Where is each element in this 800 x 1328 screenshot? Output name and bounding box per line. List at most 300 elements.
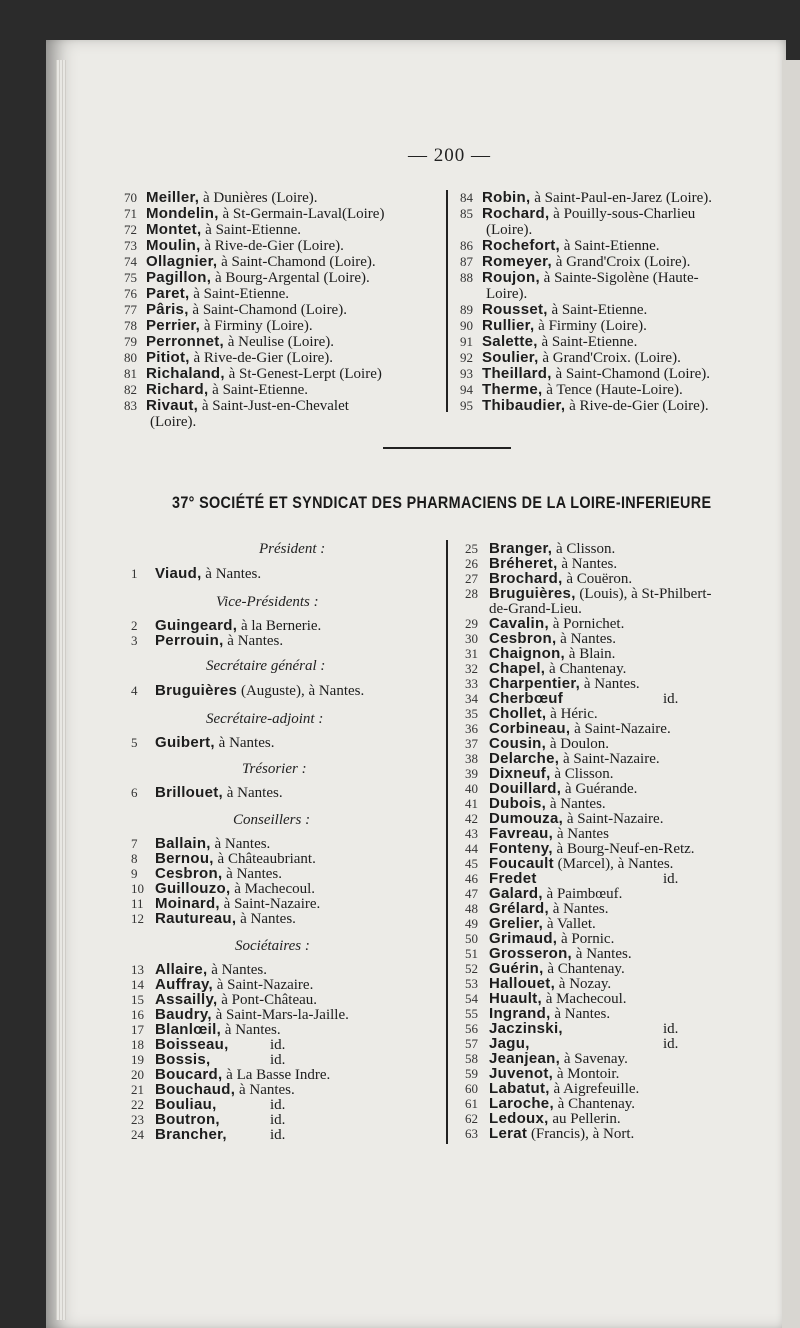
entry-location: à Firminy (Loire). — [534, 318, 647, 334]
entry-name: Boucard, — [155, 1066, 223, 1083]
top-column-rule — [446, 190, 448, 412]
role-president: Président : — [259, 541, 326, 557]
entry-name: Assailly, — [155, 991, 218, 1008]
entry-name: Salette, — [482, 333, 538, 350]
entry-name: Bruguières — [155, 682, 238, 699]
entry-name: Moulin, — [146, 237, 201, 254]
entry-location: à Saint-Mars-la-Jaille. — [211, 1007, 349, 1023]
entry-location: à Saint-Etienne. — [537, 334, 638, 350]
entry-number: 7 — [131, 836, 138, 851]
entry-number: 87 — [460, 254, 473, 269]
entry-location: à Sainte-Sigolène (Haute- — [539, 270, 699, 286]
entry-number: 27 — [465, 571, 478, 586]
entry-name: Galard, — [489, 885, 543, 902]
entry-name: Cousin, — [489, 735, 547, 752]
entry-number: 13 — [131, 962, 144, 977]
entry-name: Bouliau, — [155, 1096, 217, 1113]
entry-ditto: id. — [663, 1036, 679, 1052]
entry-name: Rivaut, — [146, 397, 199, 414]
list-entry — [460, 254, 690, 270]
entry-location: à Pornic. — [557, 931, 615, 947]
entry-location: à Grand'Croix. (Loire). — [538, 350, 681, 366]
entry-number: 63 — [465, 1126, 478, 1141]
entry-name: Brochard, — [489, 570, 563, 587]
entry-location: à St-Genest-Lerpt (Loire) — [224, 366, 382, 382]
entry-number: 26 — [465, 556, 478, 571]
entry-ditto: id. — [270, 1097, 286, 1113]
entry-ditto: id. — [663, 1021, 679, 1037]
entry-name: Robin, — [482, 189, 531, 206]
entry-location: à Nantes. — [236, 911, 296, 927]
entry-number: 50 — [465, 931, 478, 946]
entry-location: (Loire). — [150, 414, 197, 430]
role-vice-presidents: Vice-Présidents : — [216, 594, 319, 610]
entry-number: 47 — [465, 886, 478, 901]
entry-name: Roujon, — [482, 269, 540, 286]
entry-name: Richaland, — [146, 365, 225, 382]
entry-location: de-Grand-Lieu. — [489, 601, 582, 617]
entry-name: Dubois, — [489, 795, 547, 812]
entry-number: 11 — [131, 896, 144, 911]
list-entry — [460, 270, 699, 286]
entry-location: à St-Germain-Laval(Loire) — [218, 206, 385, 222]
entry-name: Juvenot, — [489, 1065, 554, 1082]
entry-name: Grelier, — [489, 915, 544, 932]
entry-number: 45 — [465, 856, 478, 871]
list-entry — [124, 382, 308, 398]
list-entry — [124, 254, 376, 270]
entry-location: (Francis), à Nort. — [527, 1126, 635, 1142]
entry-name: Huault, — [489, 990, 542, 1007]
list-entry — [124, 366, 382, 382]
entry-name: Douillard, — [489, 780, 562, 797]
entry-location: à Saint-Chamond (Loire). — [551, 366, 710, 382]
entry-location: à Chantenay. — [545, 661, 627, 677]
entry-location: à Nantes. — [235, 1082, 295, 1098]
entry-name: Boisseau, — [155, 1036, 229, 1053]
entry-number: 3 — [131, 633, 138, 648]
entry-number: 9 — [131, 866, 138, 881]
entry-number: 54 — [465, 991, 478, 1006]
entry-number: 1 — [131, 566, 138, 581]
entry-name: Laroche, — [489, 1095, 554, 1112]
entry-number: 84 — [460, 190, 473, 205]
entry-name: Rousset, — [482, 301, 548, 318]
entry-location: (Auguste), à Nantes. — [237, 683, 365, 699]
list-entry — [124, 302, 347, 318]
entry-number: 40 — [465, 781, 478, 796]
entry-number: 20 — [131, 1067, 144, 1082]
entry-location: à Nozay. — [555, 976, 612, 992]
entry-number: 88 — [460, 270, 473, 285]
list-entry — [124, 206, 384, 222]
entry-location: à Saint-Nazaire. — [570, 721, 671, 737]
entry-name: Perrouin, — [155, 632, 224, 649]
entry-number: 36 — [465, 721, 478, 736]
list-entry — [460, 302, 647, 318]
list-entry — [460, 206, 695, 222]
entry-location: à Nantes. — [557, 556, 618, 572]
role-members: Sociétaires : — [235, 938, 310, 954]
entry-number: 79 — [124, 334, 137, 349]
entry-name: Dixneuf, — [489, 765, 551, 782]
entry-number: 42 — [465, 811, 478, 826]
entry-location: à Nantes. — [580, 676, 640, 692]
entry-location: à Grand'Croix (Loire). — [551, 254, 691, 270]
list-entry — [460, 366, 710, 382]
entry-name: Pagillon, — [146, 269, 212, 286]
entry-location: à Nantes. — [207, 962, 267, 978]
entry-number: 14 — [131, 977, 144, 992]
entry-number: 53 — [465, 976, 478, 991]
entry-location: à Nantes. — [214, 735, 275, 751]
list-entry — [124, 190, 318, 206]
entry-name: Branger, — [489, 540, 553, 557]
page-edge — [56, 60, 66, 1320]
entry-number: 90 — [460, 318, 473, 333]
list-entry — [124, 318, 313, 334]
entry-location: à Pont-Château. — [217, 992, 318, 1008]
entry-location: à Saint-Etienne. — [560, 238, 660, 254]
entry-number: 19 — [131, 1052, 144, 1067]
entry-location: à Nantes. — [572, 946, 632, 962]
list-entry — [460, 238, 660, 254]
entry-name: Viaud, — [155, 565, 202, 582]
entry-location: Loire). — [486, 286, 528, 302]
entry-location: à Clisson. — [550, 766, 614, 782]
entry-name: Hallouet, — [489, 975, 556, 992]
entry-number: 39 — [465, 766, 478, 781]
entry-ditto: id. — [270, 1112, 286, 1128]
entry-number: 35 — [465, 706, 478, 721]
entry-location: à Rive-de-Gier (Loire). — [200, 238, 344, 254]
entry-name: Perronnet, — [146, 333, 225, 350]
entry-number: 30 — [465, 631, 478, 646]
entry-number: 31 — [465, 646, 478, 661]
entry-name: Bouchaud, — [155, 1081, 236, 1098]
entry-location: à Nantes. — [221, 1022, 281, 1038]
entry-location: (Marcel), à Nantes. — [553, 856, 674, 872]
entry-number: 95 — [460, 398, 473, 413]
entry-name: Cavalin, — [489, 615, 549, 632]
list-entry — [460, 318, 647, 334]
entry-number: 81 — [124, 366, 137, 381]
entry-number: 91 — [460, 334, 473, 349]
entry-name: Richard, — [146, 381, 209, 398]
list-entry — [460, 350, 681, 366]
entry-location: au Pellerin. — [548, 1111, 621, 1127]
entry-name: Paret, — [146, 285, 190, 302]
entry-number: 21 — [131, 1082, 144, 1097]
entry-name: Ledoux, — [489, 1110, 549, 1127]
entry-location: à Tence (Haute-Loire). — [542, 382, 683, 398]
list-entry — [131, 1127, 227, 1143]
list-entry — [460, 334, 637, 350]
list-entry — [124, 270, 370, 286]
entry-number: 57 — [465, 1036, 478, 1051]
role-secretary-general: Secrétaire général : — [206, 658, 326, 674]
list-entry — [131, 633, 283, 649]
list-entry — [131, 566, 261, 582]
list-entry — [486, 286, 527, 302]
entry-name: Fonteny, — [489, 840, 553, 857]
entry-number: 86 — [460, 238, 473, 253]
entry-location: à Savenay. — [560, 1051, 628, 1067]
entry-number: 2 — [131, 618, 138, 633]
entry-name: Ollagnier, — [146, 253, 218, 270]
entry-location: à Châteaubriant. — [213, 851, 316, 867]
entry-location: à Pouilly-sous-Charlieu — [549, 206, 696, 222]
entry-number: 92 — [460, 350, 473, 365]
entry-name: Grimaud, — [489, 930, 558, 947]
entry-name: Jeanjean, — [489, 1050, 561, 1067]
entry-location: à La Basse Indre. — [222, 1067, 331, 1083]
entry-number: 33 — [465, 676, 478, 691]
entry-location: à Saint-Etienne. — [189, 286, 290, 302]
list-entry — [150, 414, 196, 430]
entry-name: Foucault — [489, 855, 554, 872]
entry-name: Cesbron, — [489, 630, 557, 647]
entry-name: Labatut, — [489, 1080, 550, 1097]
entry-number: 82 — [124, 382, 137, 397]
entry-number: 71 — [124, 206, 137, 221]
entry-number: 85 — [460, 206, 473, 221]
entry-number: 5 — [131, 735, 138, 750]
entry-number: 6 — [131, 785, 138, 800]
entry-location: à Nantes — [553, 826, 609, 842]
next-page-edge — [782, 60, 800, 1328]
entry-number: 76 — [124, 286, 137, 301]
entry-name: Rochefort, — [482, 237, 560, 254]
entry-number: 22 — [131, 1097, 144, 1112]
entry-location: à Machecoul. — [230, 881, 316, 897]
entry-name: Brancher, — [155, 1126, 227, 1143]
entry-name: Brillouet, — [155, 784, 224, 801]
list-entry — [124, 350, 333, 366]
entry-number: 62 — [465, 1111, 478, 1126]
entry-name: Guibert, — [155, 734, 215, 751]
entry-number: 37 — [465, 736, 478, 751]
entry-location: à la Bernerie. — [237, 618, 322, 634]
page-number: — 200 — — [408, 145, 491, 166]
entry-number: 32 — [465, 661, 478, 676]
entry-location: à Pornichet. — [548, 616, 625, 632]
entry-location: à Chantenay. — [553, 1096, 636, 1112]
entry-number: 51 — [465, 946, 478, 961]
entry-name: Meiller, — [146, 189, 200, 206]
role-secretary-adjoint: Secrétaire-adjoint : — [206, 711, 324, 727]
entry-number: 17 — [131, 1022, 144, 1037]
entry-number: 46 — [465, 871, 478, 886]
entry-location: à Bourg-Argental (Loire). — [211, 270, 370, 286]
entry-name: Auffray, — [155, 976, 213, 993]
entry-name: Jaczinski, — [489, 1020, 563, 1037]
entry-name: Theillard, — [482, 365, 552, 382]
entry-location: à Blain. — [565, 646, 616, 662]
entry-name: Soulier, — [482, 349, 539, 366]
list-entry — [460, 382, 683, 398]
entry-name: Baudry, — [155, 1006, 212, 1023]
entry-name: Ballain, — [155, 835, 211, 852]
entry-name: Grélard, — [489, 900, 549, 917]
entry-location: à Nantes. — [556, 631, 616, 647]
entry-number: 83 — [124, 398, 137, 413]
entry-number: 55 — [465, 1006, 478, 1021]
entry-location: à Machecoul. — [541, 991, 627, 1007]
entry-location: à Saint-Paul-en-Jarez (Loire). — [530, 190, 713, 206]
entry-location: à Saint-Chamond (Loire). — [188, 302, 347, 318]
entry-location: à Guérande. — [561, 781, 638, 797]
entry-name: Chollet, — [489, 705, 547, 722]
entry-number: 59 — [465, 1066, 478, 1081]
entry-number: 72 — [124, 222, 137, 237]
list-entry — [124, 286, 289, 302]
list-entry — [124, 238, 344, 254]
entry-location: à Nantes. — [222, 866, 282, 882]
entry-location: à Nantes. — [223, 633, 284, 649]
entry-name: Perrier, — [146, 317, 201, 334]
entry-name: Boutron, — [155, 1111, 220, 1128]
entry-location: à Nantes. — [546, 796, 606, 812]
list-entry — [486, 222, 532, 238]
entry-name: Grosseron, — [489, 945, 573, 962]
entry-location: à Saint-Etienne. — [208, 382, 308, 398]
entry-name: Charpentier, — [489, 675, 581, 692]
list-entry — [124, 222, 301, 238]
entry-number: 23 — [131, 1112, 144, 1127]
entry-location: à Rive-de-Gier (Loire). — [189, 350, 334, 366]
entry-location: à Nantes. — [548, 901, 609, 917]
entry-location: à Héric. — [546, 706, 598, 722]
entry-number: 89 — [460, 302, 473, 317]
entry-location: à Saint-Chamond (Loire). — [217, 254, 376, 270]
entry-name: Guillouzo, — [155, 880, 231, 897]
entry-location: à Nantes. — [550, 1006, 611, 1022]
entry-location: à Montoir. — [553, 1066, 620, 1082]
entry-ditto: id. — [663, 691, 679, 707]
entry-name: Blanlœil, — [155, 1021, 222, 1038]
entry-location: à Doulon. — [546, 736, 610, 752]
entry-name: Chaignon, — [489, 645, 566, 662]
entry-number: 56 — [465, 1021, 478, 1036]
section-heading: 37° SOCIÉTÉ ET SYNDICAT DES PHARMACIENS DE LA LOIRE-INFERIEURE — [172, 494, 712, 512]
entry-name: Guingeard, — [155, 617, 238, 634]
entry-ditto: id. — [270, 1052, 286, 1068]
entry-number: 74 — [124, 254, 137, 269]
list-entry — [460, 398, 709, 414]
list-entry — [131, 911, 296, 927]
entry-number: 43 — [465, 826, 478, 841]
entry-location: à Saint-Nazaire. — [563, 811, 664, 827]
entry-location: à Firminy (Loire). — [200, 318, 313, 334]
entry-name: Pitiot, — [146, 349, 190, 366]
entry-location: à Saint-Nazaire. — [559, 751, 660, 767]
entry-name: Bréheret, — [489, 555, 558, 572]
entry-name: Rochard, — [482, 205, 550, 222]
entry-number: 70 — [124, 190, 137, 205]
entry-number: 58 — [465, 1051, 478, 1066]
list-entry — [131, 735, 274, 751]
entry-location: à Aigrefeuille. — [549, 1081, 640, 1097]
entry-location: à Saint-Etienne. — [201, 222, 301, 238]
entry-location: (Louis), à St-Philbert- — [575, 586, 712, 602]
entry-number: 4 — [131, 683, 138, 698]
entry-number: 77 — [124, 302, 137, 317]
entry-number: 78 — [124, 318, 137, 333]
section-divider — [383, 447, 511, 449]
entry-name: Rullier, — [482, 317, 535, 334]
entry-name: Bernou, — [155, 850, 214, 867]
entry-name: Chapel, — [489, 660, 546, 677]
entry-location: à Clisson. — [552, 541, 616, 557]
entry-number: 18 — [131, 1037, 144, 1052]
entry-number: 12 — [131, 911, 144, 926]
entry-location: à Nantes. — [201, 566, 262, 582]
entry-location: à Rive-de-Gier (Loire). — [565, 398, 709, 414]
entry-name: Moinard, — [155, 895, 220, 912]
list-entry — [131, 683, 364, 699]
list-entry — [465, 586, 712, 602]
entry-number: 94 — [460, 382, 473, 397]
entry-number: 38 — [465, 751, 478, 766]
entry-location: (Loire). — [486, 222, 533, 238]
entry-name: Bruguières, — [489, 585, 576, 602]
entry-name: Bossis, — [155, 1051, 211, 1068]
entry-number: 24 — [131, 1127, 144, 1142]
entry-location: à Paimbœuf. — [542, 886, 623, 902]
role-treasurer: Trésorier : — [242, 761, 307, 777]
entry-name: Delarche, — [489, 750, 560, 767]
list-entry — [124, 334, 334, 350]
entry-location: à Nantes. — [223, 785, 283, 801]
entry-name: Mondelin, — [146, 205, 219, 222]
list-entry — [460, 190, 712, 206]
entry-name: Guérin, — [489, 960, 544, 977]
entry-name: Pâris, — [146, 301, 189, 318]
entry-name: Rautureau, — [155, 910, 237, 927]
entry-name: Dumouza, — [489, 810, 564, 827]
entry-number: 34 — [465, 691, 478, 706]
entry-ditto: id. — [270, 1127, 286, 1143]
entry-name: Ingrand, — [489, 1005, 551, 1022]
entry-number: 44 — [465, 841, 478, 856]
entry-ditto: id. — [663, 871, 679, 887]
entry-location: à Dunières (Loire). — [199, 190, 318, 206]
entry-number: 80 — [124, 350, 137, 365]
entry-name: Thibaudier, — [482, 397, 566, 414]
entry-location: à Chantenay. — [543, 961, 625, 977]
entry-name: Romeyer, — [482, 253, 552, 270]
entry-number: 93 — [460, 366, 473, 381]
entry-name: Lerat — [489, 1125, 528, 1142]
entry-number: 61 — [465, 1096, 478, 1111]
entry-location: à Saint-Etienne. — [547, 302, 648, 318]
list-entry — [465, 1126, 634, 1142]
entry-location: à Vallet. — [543, 916, 596, 932]
entry-number: 73 — [124, 238, 137, 253]
entry-number: 49 — [465, 916, 478, 931]
entry-name: Therme, — [482, 381, 543, 398]
entry-number: 60 — [465, 1081, 478, 1096]
list-entry — [131, 785, 283, 801]
entry-name: Allaire, — [155, 961, 208, 978]
entry-location: à Saint-Nazaire. — [212, 977, 314, 993]
entry-location: à Nantes. — [210, 836, 271, 852]
entry-number: 15 — [131, 992, 144, 1007]
entry-name: Jagu, — [489, 1035, 530, 1052]
entry-number: 41 — [465, 796, 478, 811]
entry-location: à Bourg-Neuf-en-Retz. — [552, 841, 695, 857]
